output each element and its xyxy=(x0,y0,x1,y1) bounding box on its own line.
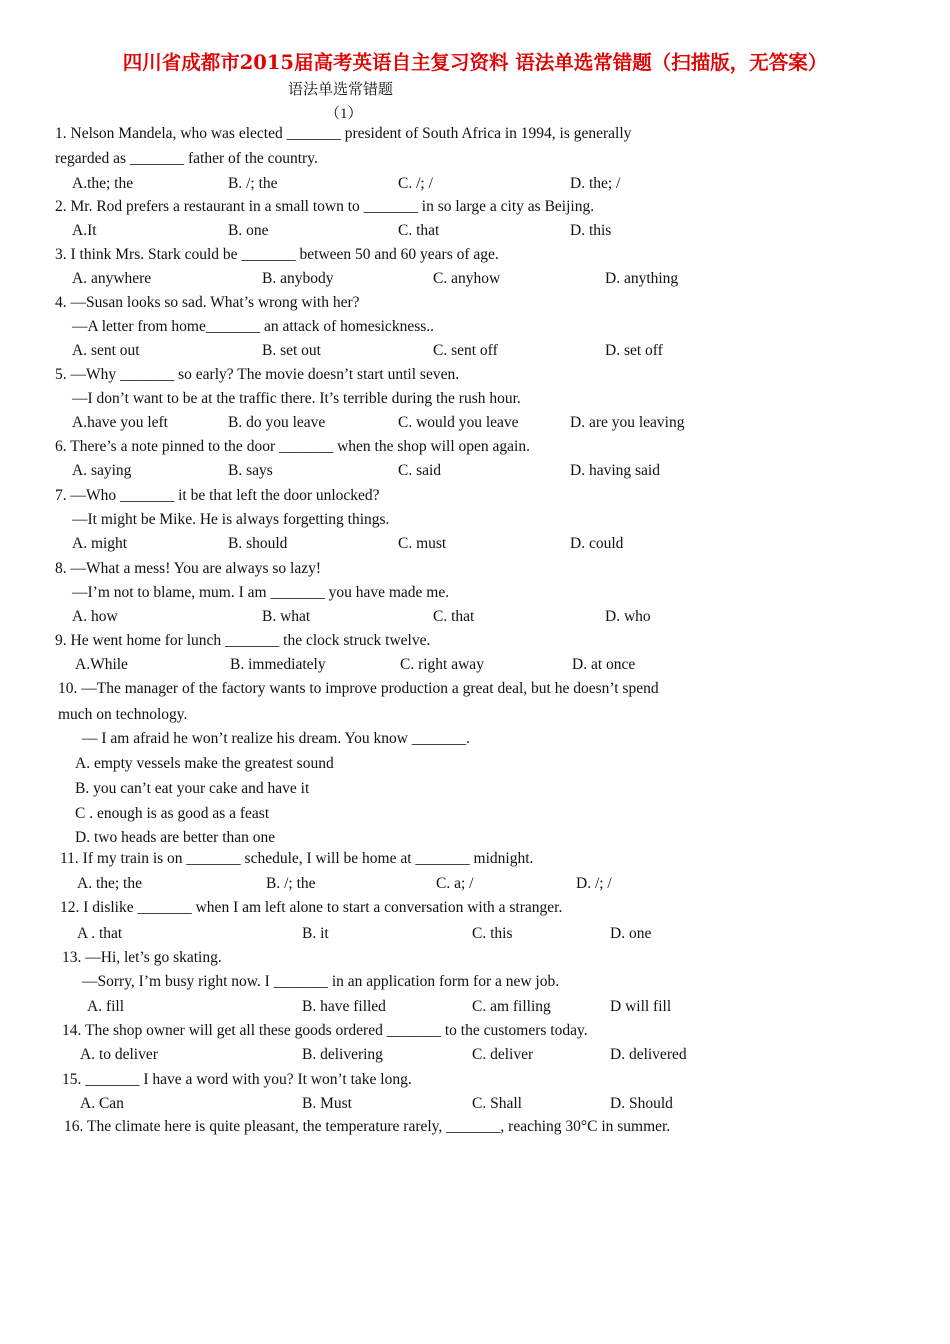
answer-option: D. could xyxy=(570,535,624,552)
question-stem: 3. I think Mrs. Stark could be _______ between 50 and 60 years of age. xyxy=(55,246,499,263)
question-line: —It might be Mike. He is always forgetting things. xyxy=(72,511,390,528)
question-line: —Sorry, I’m busy right now. I _______ in an application form for a new job. xyxy=(82,973,560,990)
question-stem: 9. He went home for lunch _______ the clock struck twelve. xyxy=(55,632,431,649)
answer-option: D. the; / xyxy=(570,175,621,192)
answer-option: A. saying xyxy=(72,462,132,479)
answer-option: C. Shall xyxy=(472,1095,522,1112)
section-heading: 语法单选常错题 xyxy=(288,80,394,98)
question-stem: 5. —Why _______ so early? The movie doesn’t start until seven. xyxy=(55,366,460,383)
answer-option: C. a; / xyxy=(436,875,474,892)
answer-option: C. sent off xyxy=(433,342,498,359)
question-stem: 7. —Who _______ it be that left the door unlocked? xyxy=(55,487,380,504)
answer-option: C. that xyxy=(433,608,475,625)
section-number: （1） xyxy=(325,106,363,122)
answer-option: D. /; / xyxy=(576,875,612,892)
answer-option: B. set out xyxy=(262,342,321,359)
answer-option: B. it xyxy=(302,925,329,942)
answer-option: B. /; the xyxy=(228,175,278,192)
question-stem: 6. There’s a note pinned to the door _______ when the shop will open again. xyxy=(55,438,530,455)
answer-option: B. Must xyxy=(302,1095,352,1112)
answer-option: A. empty vessels make the greatest sound xyxy=(75,755,334,772)
question-line: —A letter from home_______ an attack of homesickness.. xyxy=(72,318,435,335)
answer-option: D. who xyxy=(605,608,651,625)
answer-option: D. having said xyxy=(570,462,660,479)
answer-option: D. are you leaving xyxy=(570,414,685,431)
question-line: regarded as _______ father of the country. xyxy=(55,150,318,167)
answer-option: D. this xyxy=(570,222,612,239)
answer-option: B. what xyxy=(262,608,311,625)
answer-option: A. to deliver xyxy=(80,1046,158,1063)
question-stem: 11. If my train is on _______ schedule, I will be home at _______ midnight. xyxy=(60,850,534,867)
answer-option: D. two heads are better than one xyxy=(75,829,276,846)
answer-option: C. right away xyxy=(400,656,484,673)
question-stem: 4. —Susan looks so sad. What’s wrong with her? xyxy=(55,294,360,311)
question-stem: 13. —Hi, let’s go skating. xyxy=(62,949,222,966)
question-stem: 15. _______ I have a word with you? It won’t take long. xyxy=(62,1071,412,1088)
answer-option: B. says xyxy=(228,462,273,479)
answer-option: B. one xyxy=(228,222,269,239)
answer-option: A. anywhere xyxy=(72,270,152,287)
answer-option: B. anybody xyxy=(262,270,334,287)
answer-option: A. might xyxy=(72,535,128,552)
question-stem: 8. —What a mess! You are always so lazy! xyxy=(55,560,322,577)
answer-option: B. you can’t eat your cake and have it xyxy=(75,780,310,797)
answer-option: B. immediately xyxy=(230,656,326,673)
answer-option: C . enough is as good as a feast xyxy=(75,805,270,822)
answer-option: D. one xyxy=(610,925,652,942)
answer-option: B. have filled xyxy=(302,998,386,1015)
answer-option: A.It xyxy=(72,222,97,239)
question-stem: 14. The shop owner will get all these goods ordered _______ to the customers today. xyxy=(62,1022,588,1039)
question-stem: 1. Nelson Mandela, who was elected _______ president of South Africa in 1994, is generally xyxy=(55,125,632,142)
answer-option: A.have you left xyxy=(72,414,168,431)
answer-option: A. how xyxy=(72,608,118,625)
answer-option: C. said xyxy=(398,462,442,479)
question-line: — I am afraid he won’t realize his dream. You know _______. xyxy=(82,730,470,747)
answer-option: D. set off xyxy=(605,342,663,359)
answer-option: B. delivering xyxy=(302,1046,383,1063)
question-line: much on technology. xyxy=(58,706,188,723)
answer-option: C. that xyxy=(398,222,440,239)
answer-option: D. anything xyxy=(605,270,679,287)
answer-option: A. sent out xyxy=(72,342,140,359)
question-line: —I’m not to blame, mum. I am _______ you have made me. xyxy=(72,584,450,601)
answer-option: B. do you leave xyxy=(228,414,326,431)
question-stem: 16. The climate here is quite pleasant, the temperature rarely, _______, reaching 30°C in summer. xyxy=(64,1118,671,1135)
question-stem: 12. I dislike _______ when I am left alone to start a conversation with a stranger. xyxy=(60,899,563,916)
question-line: —I don’t want to be at the traffic there. It’s terrible during the rush hour. xyxy=(72,390,521,407)
answer-option: C. must xyxy=(398,535,447,552)
answer-option: A . that xyxy=(77,925,123,942)
answer-option: A.While xyxy=(75,656,128,673)
answer-option: A. Can xyxy=(80,1095,124,1112)
answer-option: B. should xyxy=(228,535,288,552)
answer-option: A.the; the xyxy=(72,175,134,192)
page-title: 四川省成都市2015届高考英语自主复习资料 语法单选常错题（扫描版，无答案） xyxy=(122,51,828,74)
answer-option: D will fill xyxy=(610,998,672,1015)
answer-option: C. /; / xyxy=(398,175,433,192)
answer-option: D. at once xyxy=(572,656,636,673)
answer-option: C. am filling xyxy=(472,998,551,1015)
answer-option: C. would you leave xyxy=(398,414,519,431)
answer-option: D. Should xyxy=(610,1095,673,1112)
answer-option: B. /; the xyxy=(266,875,316,892)
answer-option: A. fill xyxy=(87,998,125,1015)
answer-option: C. anyhow xyxy=(433,270,501,287)
question-stem: 2. Mr. Rod prefers a restaurant in a small town to _______ in so large a city as Beijing. xyxy=(55,198,595,215)
answer-option: C. this xyxy=(472,925,513,942)
answer-option: A. the; the xyxy=(77,875,142,892)
question-stem: 10. —The manager of the factory wants to improve production a great deal, but he doesn’t spend xyxy=(58,680,659,697)
answer-option: D. delivered xyxy=(610,1046,687,1063)
answer-option: C. deliver xyxy=(472,1046,534,1063)
